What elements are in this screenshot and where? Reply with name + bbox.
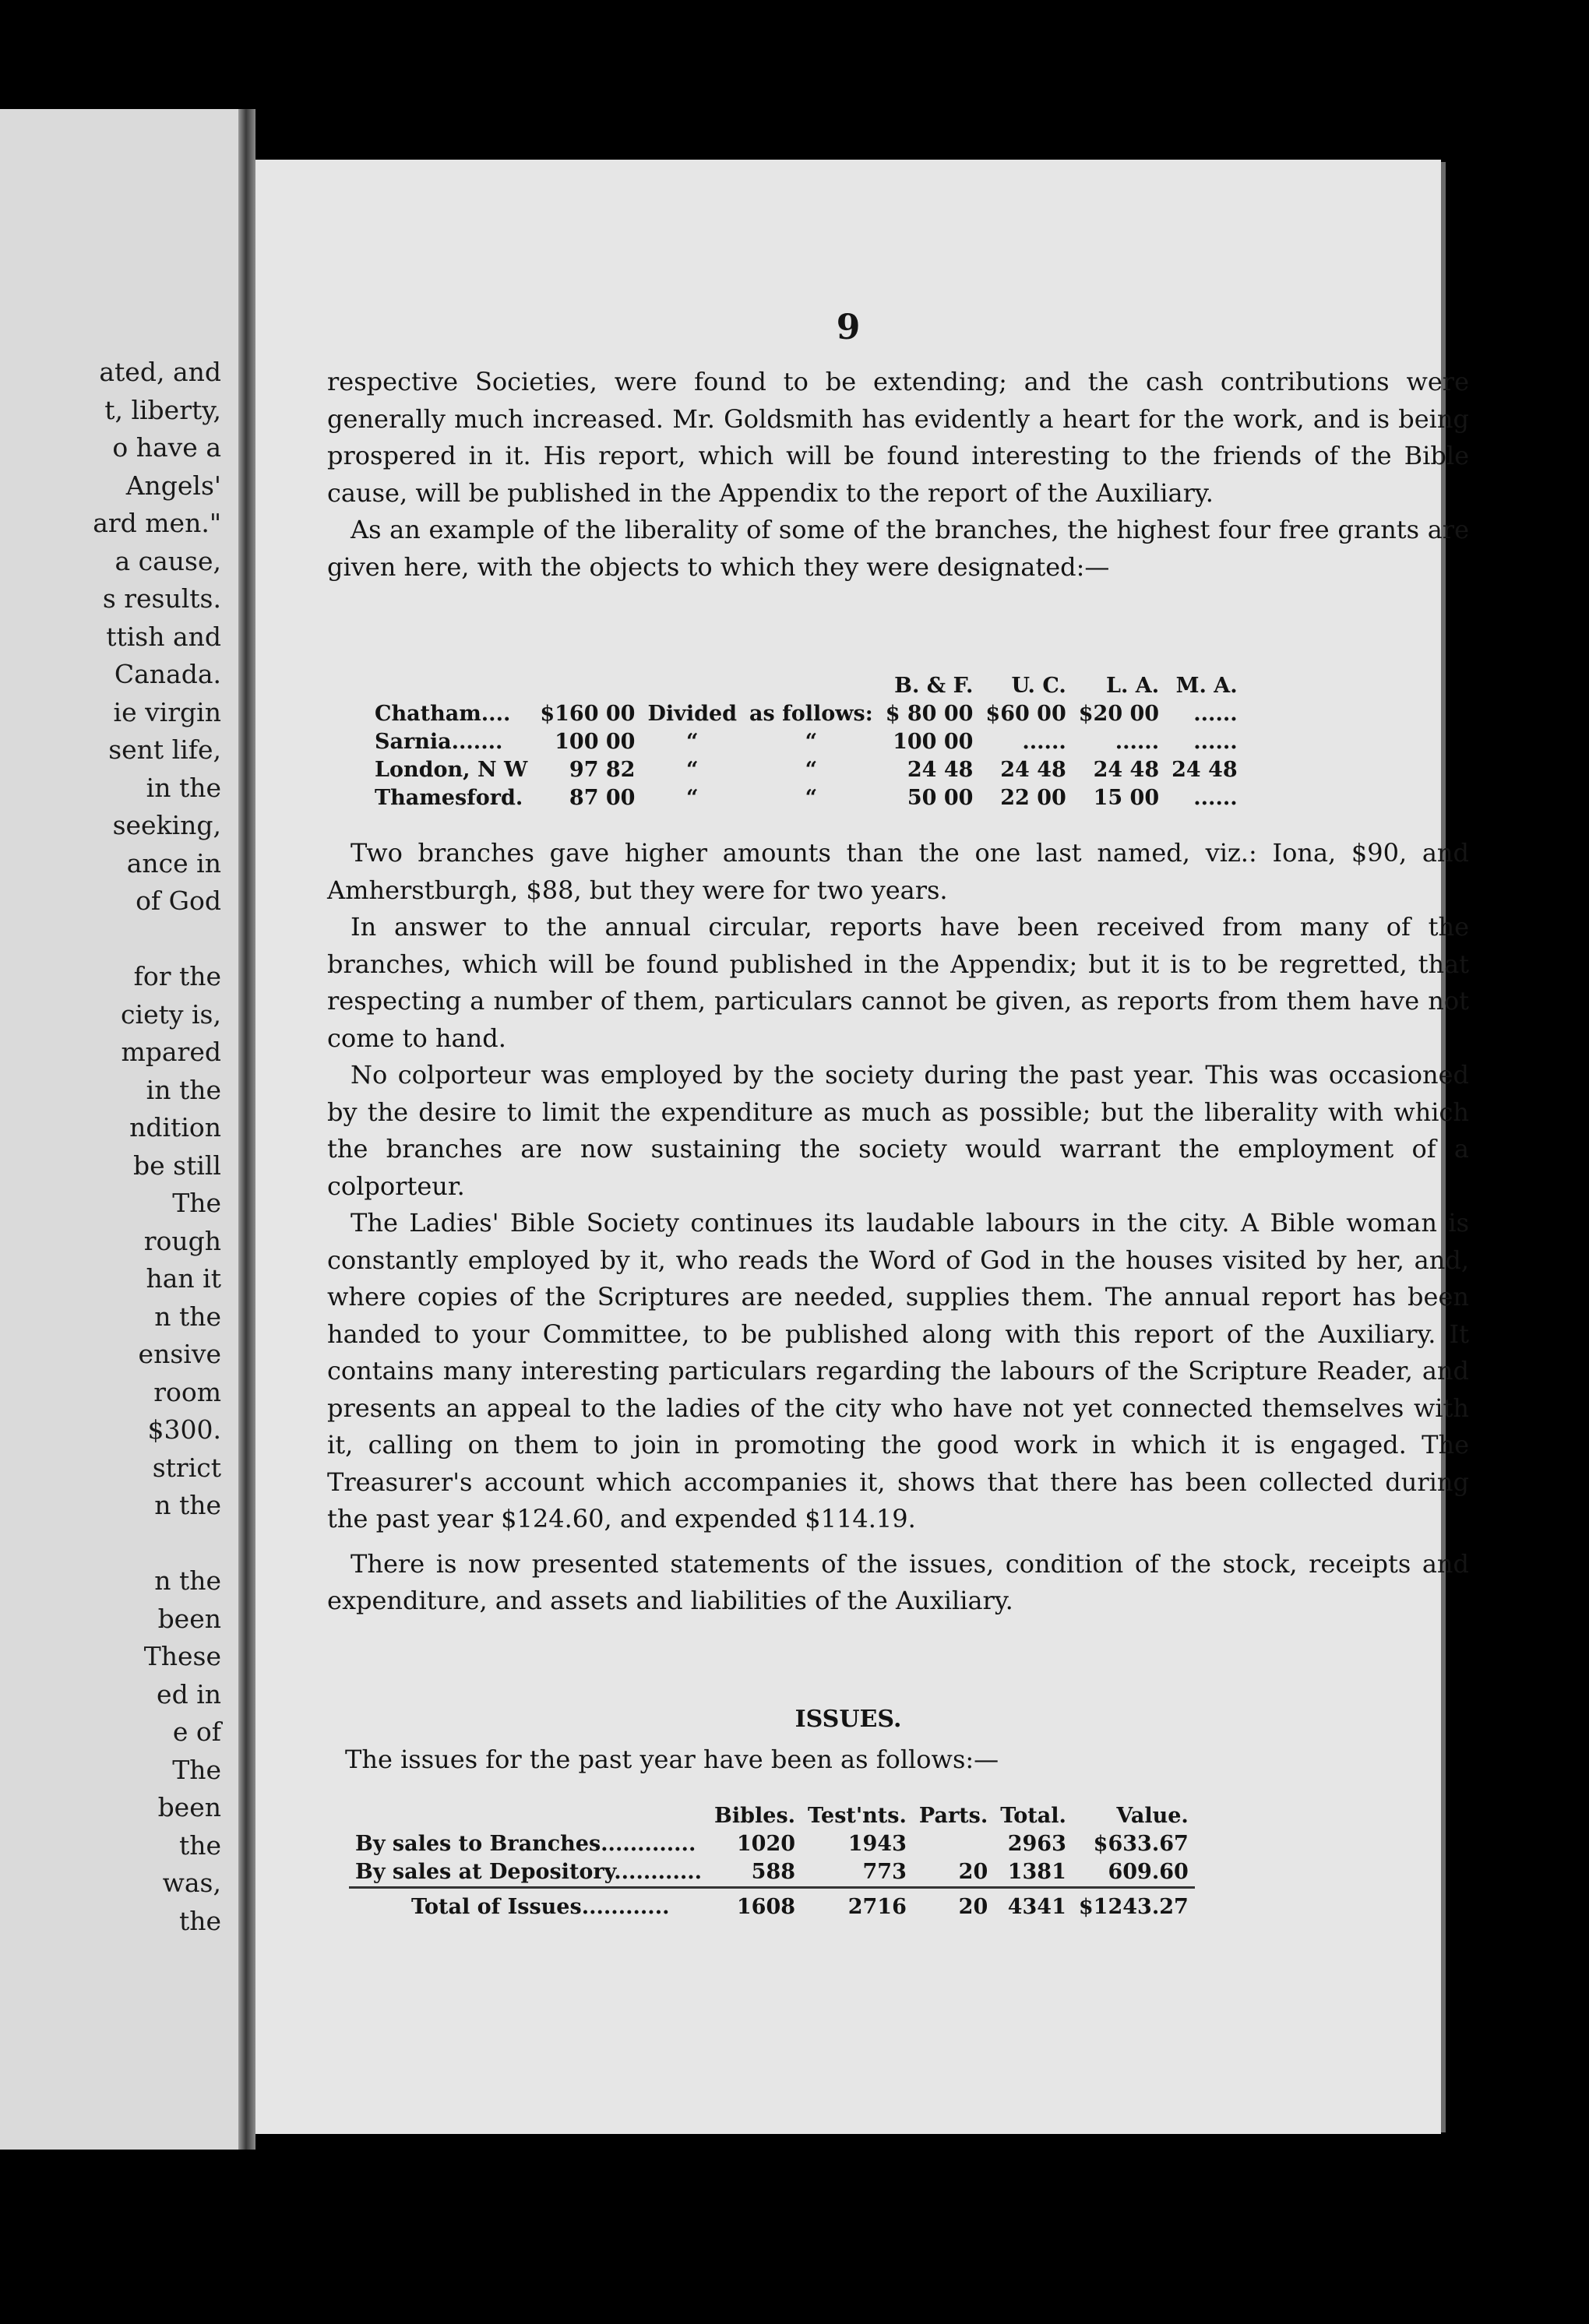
facing-page-fragment: seeking, — [112, 810, 221, 840]
page-number: 9 — [836, 308, 861, 347]
document-page — [255, 160, 1469, 2134]
facing-page-fragment: ard men." — [93, 508, 221, 538]
facing-page-fragment: n the — [154, 1565, 221, 1596]
cell-bibles: 588 — [708, 1858, 802, 1888]
column-header: Test'nts. — [808, 1804, 907, 1828]
facing-page-fragment: Canada. — [114, 659, 221, 689]
facing-page-fragment: ance in — [126, 847, 221, 879]
facing-page-fragment: in the — [146, 772, 221, 803]
issues-intro: The issues for the past year have been as follows:— — [345, 1745, 999, 1774]
cell-la: $20 00 — [1078, 702, 1160, 726]
cell-div: “ — [685, 786, 699, 810]
facing-page-fragment: ciety is, — [121, 998, 221, 1030]
cell-as: “ — [805, 758, 818, 782]
cell-ma: ...... — [1193, 702, 1238, 726]
facing-page-fragment: the — [178, 1829, 221, 1861]
cell-uc: 24 48 — [1000, 758, 1066, 782]
facing-page-fragment: n the — [154, 1490, 221, 1520]
cell-as: “ — [805, 730, 818, 754]
table-row — [368, 728, 1244, 756]
cell-bf: $ 80 00 — [885, 702, 974, 726]
facing-page-fragment: rough — [143, 1225, 221, 1256]
facing-page-fragment: the — [178, 1905, 221, 1936]
cell-name: Chatham.... — [375, 702, 511, 726]
cell-as: “ — [805, 786, 818, 810]
cell-bf: 50 00 — [907, 786, 974, 810]
cell-amount: 97 82 — [569, 758, 636, 782]
cell-name: Sarnia....... — [375, 730, 503, 754]
paragraph: In answer to the annual circular, reports have been received from many of the branches, which will be found published in the Appendix; but it is to be regretted, that respecting a number of them, particulars cannot be given, as reports from them have not come to hand. — [327, 912, 1469, 1053]
cell-la: 24 48 — [1093, 758, 1160, 782]
column-header: Value. — [1116, 1804, 1189, 1828]
facing-page-fragment: ed in — [157, 1678, 221, 1710]
facing-page-fragment: t, liberty, — [104, 394, 221, 425]
cell-value: $1243.27 — [1073, 1888, 1195, 1922]
column-header: Parts. — [918, 1804, 988, 1828]
paragraph: As an example of the liberality of some of the branches, the highest four free grants are given here, with the objects to which they were designated:— — [327, 515, 1469, 582]
cell-bibles: 1020 — [736, 1832, 796, 1856]
facing-page-fragment: ie virgin — [113, 696, 221, 727]
cell-testaments: 2716 — [802, 1888, 913, 1922]
cell-bibles: 1608 — [708, 1888, 802, 1922]
facing-page-fragment: room — [153, 1376, 221, 1407]
cell-amount: 100 00 — [555, 730, 636, 754]
column-header: Bibles. — [714, 1804, 796, 1828]
facing-page-fragment: The — [172, 1188, 221, 1218]
cell-parts: 20 — [913, 1888, 994, 1922]
cell-parts: 20 — [913, 1858, 994, 1888]
facing-page-fragment: e of — [172, 1717, 221, 1747]
book-gutter — [238, 109, 255, 2150]
cell-testaments: 773 — [802, 1858, 913, 1888]
facing-page-fragment: n the — [154, 1301, 221, 1332]
column-header: B. & F. — [894, 674, 974, 698]
cell-uc: ...... — [1022, 730, 1066, 754]
cell-uc: 22 00 — [1000, 786, 1066, 810]
facing-page-fragment: mpared — [121, 1037, 221, 1067]
cell-as: as follows: — [749, 702, 873, 726]
facing-page-fragment: ensive — [138, 1339, 221, 1369]
table-row — [349, 1830, 1195, 1858]
cell-value: $633.67 — [1093, 1832, 1189, 1856]
cell-ma: ...... — [1193, 786, 1238, 810]
text-block-middle — [327, 835, 1469, 1620]
issues-table — [349, 1802, 1195, 1921]
facing-page-fragment: ttish and — [106, 621, 221, 652]
section-heading: ISSUES. — [794, 1706, 902, 1733]
facing-page-fragment: $300. — [147, 1414, 221, 1445]
facing-page-fragment: been — [157, 1603, 221, 1634]
facing-page-fragment: been — [157, 1792, 221, 1822]
facing-page-fragment: ndition — [129, 1112, 221, 1143]
facing-page-fragment: of God — [136, 886, 221, 916]
cell-name: London, N W — [375, 758, 528, 782]
table-row — [368, 756, 1244, 784]
total-row — [349, 1888, 1195, 1922]
cell-la: 15 00 — [1093, 786, 1160, 810]
cell-total: 1381 — [994, 1858, 1073, 1888]
cell-total: 2963 — [1007, 1832, 1066, 1856]
facing-page-fragment: be still — [132, 1150, 221, 1181]
column-header: Total. — [1000, 1804, 1066, 1828]
paragraph: Two branches gave higher amounts than the one last named, viz.: Iona, $90, and Amherstburgh, $88, but they were for two years. — [327, 838, 1469, 905]
paragraph: No colporteur was employed by the society during the past year. This was occasioned by the desire to limit the expenditure as much as possible; but the liberality with which the branches are now sustaining the society would warrant the employment of a colporteur. — [327, 1060, 1469, 1201]
cell-div: Divided — [647, 702, 738, 726]
cell-uc: $60 00 — [985, 702, 1066, 726]
facing-page-fragment: o have a — [112, 432, 221, 463]
cell-div: “ — [685, 730, 699, 754]
column-header: L. A. — [1105, 674, 1160, 698]
paragraph: There is now presented statements of the issues, condition of the stock, receipts and expenditure, and assets and liabilities of the Auxiliary. — [327, 1548, 1469, 1615]
cell-parts — [913, 1830, 994, 1858]
row-label: By sales at Depository............ — [355, 1860, 703, 1884]
facing-page-fragment: was, — [162, 1868, 221, 1898]
cell-div: “ — [685, 758, 699, 782]
row-label: By sales to Branches............. — [355, 1832, 696, 1856]
table-row — [368, 700, 1244, 728]
table-header-row — [368, 672, 1244, 700]
table-header-row — [349, 1802, 1195, 1830]
column-header: U. C. — [1011, 674, 1066, 698]
cell-ma: 24 48 — [1171, 758, 1238, 782]
cell-amount: $160 00 — [540, 702, 636, 726]
paragraph: The Ladies' Bible Society continues its laudable labours in the city. A Bible woman is constantly employed by it, who reads the Word of God in the houses visited by her, and, where copies of the Scriptures are needed, supplies them. The annual report has been handed to your Committee, to be published along with this report of the Auxiliary. It contains many interesting particulars regarding the labours of the Scripture Reader, and presents an appeal to the ladies of the city who have not yet connected themselves with it, calling on them to join in promoting the good work in which it is engaged. The Treasurer's account which accompanies it, shows that there has been collected during the past year $124.60, and expended $114.19. — [327, 1208, 1469, 1533]
facing-page-fragment: for the — [133, 961, 221, 991]
text-block-top — [327, 364, 1469, 586]
column-header: M. A. — [1175, 674, 1238, 698]
facing-page-fragment: a cause, — [115, 545, 221, 576]
facing-page — [0, 109, 248, 2150]
facing-page-fragment: s results. — [102, 583, 221, 614]
cell-bf: 100 00 — [893, 730, 974, 754]
facing-page-fragment: han it — [146, 1263, 221, 1294]
paragraph: respective Societies, were found to be extending; and the cash contributions were generally much increased. Mr. Goldsmith has evidently a heart for the work, and is being prospered in it. His report, which will be found interesting to the friends of the Bible cause, will be published in the Appendix to the report of the Auxiliary. — [327, 367, 1469, 508]
cell-value: 609.60 — [1073, 1858, 1195, 1888]
facing-page-fragment: The — [172, 1754, 221, 1785]
cell-amount: 87 00 — [569, 786, 636, 810]
row-label: Total of Issues............ — [349, 1888, 708, 1922]
facing-page-fragment: sent life, — [108, 734, 221, 765]
cell-bf: 24 48 — [907, 758, 974, 782]
table-row — [349, 1858, 1195, 1888]
cell-name: Thamesford. — [375, 786, 523, 810]
cell-total: 4341 — [994, 1888, 1073, 1922]
facing-page-fragment: strict — [152, 1452, 221, 1483]
facing-page-fragment: ated, and — [99, 357, 221, 387]
cell-ma: ...... — [1193, 730, 1238, 754]
facing-page-fragment: Angels' — [125, 470, 221, 501]
cell-testaments: 1943 — [847, 1832, 907, 1856]
cell-la: ...... — [1115, 730, 1160, 754]
grants-table — [368, 672, 1244, 812]
facing-page-fragment: in the — [146, 1074, 221, 1105]
facing-page-fragment: These — [143, 1641, 221, 1671]
table-row — [368, 784, 1244, 812]
